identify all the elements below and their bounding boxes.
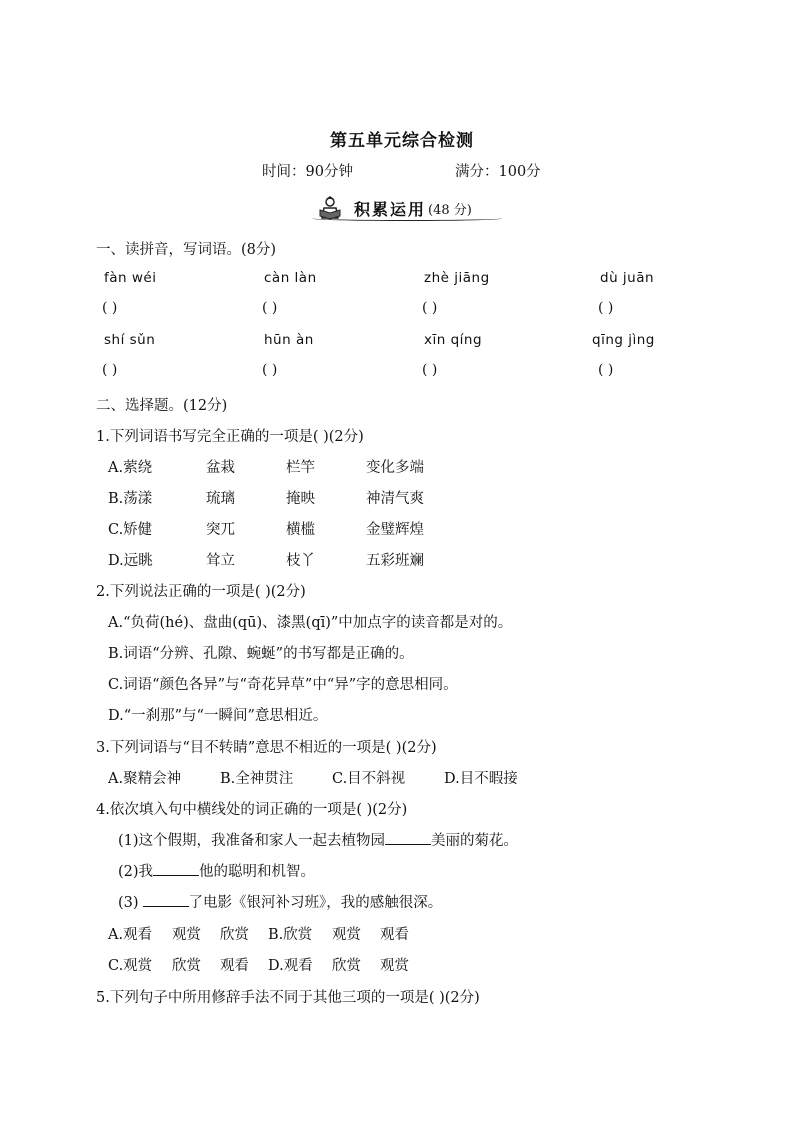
- pinyin-4: dù juān: [600, 270, 655, 286]
- q2-4-s1-part-b: 美丽的菊花。: [431, 833, 519, 849]
- q2-4-blank-3[interactable]: [143, 892, 189, 907]
- q2-2-option-c[interactable]: C.词语“颜色各异”与“奇花异草”中“异”字的意思相同。: [108, 677, 458, 693]
- q2-1-b-word-4: 神清气爽: [366, 491, 424, 507]
- q2-1-option-a[interactable]: A.萦绕: [108, 460, 153, 476]
- q2-1-a-word-2: 盆栽: [206, 460, 235, 476]
- q2-3-option-a[interactable]: A.聚精会神: [108, 771, 182, 787]
- q2-4-sentence-3: [118, 891, 442, 912]
- q2-1-d-word-4: 五彩班斓: [366, 553, 424, 569]
- q2-4-sentence-1: [118, 829, 518, 850]
- q2-1-c-word-2: 突兀: [206, 522, 235, 538]
- answer-box-1[interactable]: ( ): [102, 300, 118, 316]
- q2-4-option-b[interactable]: B.欣赏: [268, 927, 313, 943]
- pinyin-6: hūn àn: [264, 332, 314, 348]
- pinyin-5: shí sǔn: [104, 332, 156, 348]
- q2-1-stem: 1.下列词语书写完全正确的一项是( )(2分): [96, 429, 364, 445]
- q2-3-option-b[interactable]: B.全神贯注: [220, 771, 294, 787]
- section-score: (48 分): [428, 202, 472, 218]
- q2-4-d-word-2: 欣赏: [332, 958, 361, 974]
- q2-4-option-c[interactable]: C.观赏: [108, 958, 153, 974]
- pinyin-8: qīng jìng: [592, 332, 655, 348]
- q2-4-s2-part-b: 他的聪明和机智。: [199, 864, 316, 880]
- pinyin-7: xīn qíng: [424, 332, 483, 348]
- q2-4-b-word-2: 观赏: [332, 927, 361, 943]
- q2-1-option-c[interactable]: C.矫健: [108, 522, 153, 538]
- q2-1-d-word-3: 枝丫: [286, 553, 315, 569]
- q2-4-a-word-3: 欣赏: [220, 927, 249, 943]
- q1-heading: 一、读拼音，写词语。(8分): [96, 242, 277, 258]
- q2-4-s2-part-a: (2)我: [118, 864, 154, 880]
- q2-4-stem: 4.依次填入句中横线处的词正确的一项是( )(2分): [96, 802, 408, 818]
- section-title: 积累运用: [354, 199, 427, 219]
- q2-4-d-word-3: 观赏: [380, 958, 409, 974]
- q2-3-option-c[interactable]: C.目不斜视: [332, 771, 406, 787]
- q2-2-option-a[interactable]: A.“负荷(hé)、盘曲(qū)、漆黑(qī)”中加点字的读音都是对的。: [108, 615, 513, 631]
- answer-box-5[interactable]: ( ): [102, 362, 118, 378]
- answer-box-8[interactable]: ( ): [598, 362, 614, 378]
- q2-1-a-word-4: 变化多端: [366, 460, 424, 476]
- q2-3-stem: 3.下列词语与“目不转睛”意思不相近的一项是( )(2分): [96, 740, 437, 756]
- q2-2-stem: 2.下列说法正确的一项是( )(2分): [96, 584, 306, 600]
- q2-1-c-word-3: 横槛: [286, 522, 315, 538]
- q2-4-s1-part-a: (1)这个假期，我准备和家人一起去植物园: [118, 833, 386, 849]
- q2-4-sentence-2: [118, 860, 315, 881]
- answer-box-3[interactable]: ( ): [422, 300, 438, 316]
- q2-4-c-word-3: 观看: [220, 958, 249, 974]
- q2-4-a-word-2: 观赏: [172, 927, 201, 943]
- q2-5-stem: 5.下列句子中所用修辞手法不同于其他三项的一项是( )(2分): [96, 990, 480, 1006]
- q2-4-blank-1[interactable]: [385, 830, 431, 845]
- q2-2-option-d[interactable]: D.“一刹那”与“一瞬间”意思相近。: [108, 708, 328, 724]
- q2-1-d-word-2: 耸立: [206, 553, 235, 569]
- q2-1-option-d[interactable]: D.远眺: [108, 553, 153, 569]
- answer-box-2[interactable]: ( ): [262, 300, 278, 316]
- banner-underline: [312, 216, 502, 221]
- pinyin-3: zhè jiāng: [424, 270, 490, 286]
- q2-1-option-b[interactable]: B.荡漾: [108, 491, 153, 507]
- q2-1-a-word-3: 栏竿: [286, 460, 315, 476]
- q2-3-option-d[interactable]: D.目不暇接: [444, 771, 518, 787]
- q2-4-s3-part-a: (3): [118, 895, 139, 911]
- q2-4-option-d[interactable]: D.观看: [268, 958, 313, 974]
- pinyin-1: fàn wéi: [104, 270, 157, 286]
- pinyin-2: càn làn: [264, 270, 317, 286]
- q2-4-s3-part-b: 了电影《银河补习班》，我的感触很深。: [188, 895, 443, 911]
- q2-4-b-word-3: 观看: [380, 927, 409, 943]
- q2-1-b-word-2: 琉璃: [206, 491, 235, 507]
- answer-box-6[interactable]: ( ): [262, 362, 278, 378]
- q2-1-c-word-4: 金璧辉煌: [366, 522, 424, 538]
- q2-1-b-word-3: 掩映: [286, 491, 315, 507]
- q2-4-blank-2[interactable]: [153, 861, 199, 876]
- q2-2-option-b[interactable]: B.词语“分辨、孔隙、蜿蜒”的书写都是正确的。: [108, 646, 414, 662]
- exam-score: 满分：100分: [455, 164, 541, 180]
- page-title: 第五单元综合检测: [330, 131, 474, 151]
- exam-time: 时间：90分钟: [262, 164, 353, 180]
- q2-heading: 二、选择题。(12分): [96, 398, 228, 414]
- answer-box-4[interactable]: ( ): [598, 300, 614, 316]
- q2-4-option-a[interactable]: A.观看: [108, 927, 153, 943]
- q2-4-c-word-2: 欣赏: [172, 958, 201, 974]
- answer-box-7[interactable]: ( ): [422, 362, 438, 378]
